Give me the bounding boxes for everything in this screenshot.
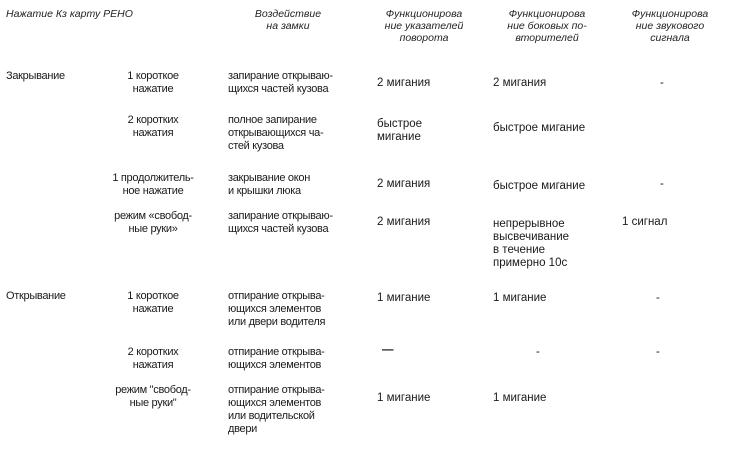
cell-line: запирание открываю- [228,210,333,222]
cell-line: примерно 10с [493,257,568,269]
header-horn-line: ние звукового [635,20,705,32]
header-action-line: Воздействие [254,8,322,20]
cell-line: полное запирание [228,114,317,126]
header-horn [618,8,722,44]
cell-line: быстрое мигание [493,180,586,192]
turn-cell [377,118,477,144]
cell-line: — [382,344,394,356]
cell-line: 2 коротких [127,346,179,358]
cell-line: 2 коротких [127,114,179,126]
cell-line: щихся частей кузова [228,223,329,235]
cell-line: в течение [493,244,546,256]
cell-line: ющихся элементов [228,303,322,315]
action-cell [228,210,368,236]
turn-cell [377,292,477,305]
cell-line: 1 мигание [377,292,431,304]
header-turn-line: поворота [399,32,449,44]
horn-cell [660,178,733,191]
header-press-text: Нажатие Кз карту РЕНО [6,8,133,20]
action-cell [228,172,368,198]
cell-line: - [660,178,664,190]
cell-line: 2 мигания [493,77,547,89]
section-title-opening: Открывание [6,290,66,302]
action-cell [228,290,368,329]
turn-cell [382,344,482,357]
header-press [6,8,133,20]
side-cell [493,77,623,90]
cell-line: двери [228,423,258,435]
cell-line: высвечивание [493,231,570,243]
cell-line: нажатие [132,303,174,315]
header-side [492,8,602,44]
cell-line: 1 мигание [493,392,547,404]
horn-cell [660,77,733,90]
cell-line: или двери водителя [228,316,326,328]
cell-line: и крышки люка [228,185,301,197]
header-action [240,8,336,32]
cell-line: - [656,292,660,304]
press-cell [103,210,203,236]
action-cell [228,114,368,153]
header-side-line: Функционирова [508,8,586,20]
cell-line: ное нажатие [122,185,184,197]
horn-cell [656,346,733,359]
header-action-line: на замки [266,20,310,32]
cell-line: 1 мигание [377,392,431,404]
cell-line: - [536,346,540,358]
side-cell [493,292,623,305]
header-turn [372,8,476,44]
turn-cell [377,216,477,229]
cell-line: мигание [377,131,421,143]
side-cell [493,122,623,135]
cell-line: 1 короткое [127,290,179,302]
cell-line: быстрое [377,118,423,130]
cell-line: 1 мигание [493,292,547,304]
cell-line: 2 мигания [377,178,431,190]
cell-line: отпирание открыва- [228,346,325,358]
turn-cell [377,178,477,191]
press-cell [103,70,203,96]
turn-cell [377,392,477,405]
header-horn-line: Функционирова [631,8,709,20]
cell-line: ющихся элементов [228,397,322,409]
cell-line: непрерывное [493,218,565,230]
cell-line: отпирание открыва- [228,290,325,302]
cell-line: щихся частей кузова [228,83,329,95]
cell-line: 2 мигания [377,216,431,228]
horn-cell [622,216,722,229]
action-cell [228,384,368,436]
header-horn-line: сигнала [650,32,690,44]
cell-line: 2 мигания [377,77,431,89]
header-side-line: вторителей [515,32,579,44]
header-side-line: ние боковых по- [507,20,587,32]
cell-line: запирание открываю- [228,70,333,82]
side-cell [536,346,666,359]
cell-line: открывающихся ча- [228,127,324,139]
press-cell [103,346,203,372]
cell-line: нажатия [132,359,174,371]
press-cell [103,172,203,198]
side-cell [493,392,623,405]
cell-line: отпирание открыва- [228,384,325,396]
cell-line: режим «свобод- [114,210,192,222]
press-cell [103,114,203,140]
header-turn-line: Функционирова [385,8,463,20]
cell-line: 1 сигнал [622,216,668,228]
cell-line: закрывание окон [228,172,310,184]
horn-cell [656,292,733,305]
cell-line: ющихся элементов [228,359,322,371]
cell-line: режим "свобод- [115,384,191,396]
side-cell [493,180,623,193]
action-cell [228,346,368,372]
cell-line: 1 короткое [127,70,179,82]
cell-line: ные руки» [128,223,178,235]
cell-line: ные руки" [129,397,177,409]
press-cell [103,384,203,410]
cell-line: или водительской [228,410,315,422]
turn-cell [377,77,477,90]
cell-line: нажатия [132,127,174,139]
action-cell [228,70,368,96]
header-turn-line: ние указателей [384,20,464,32]
cell-line: быстрое мигание [493,122,586,134]
cell-line: 1 продолжитель- [112,172,194,184]
section-title-closing: Закрывание [6,70,65,82]
cell-line: - [660,77,664,89]
cell-line: стей кузова [228,140,284,152]
cell-line: нажатие [132,83,174,95]
side-cell [493,218,623,270]
press-cell [103,290,203,316]
cell-line: - [656,346,660,358]
